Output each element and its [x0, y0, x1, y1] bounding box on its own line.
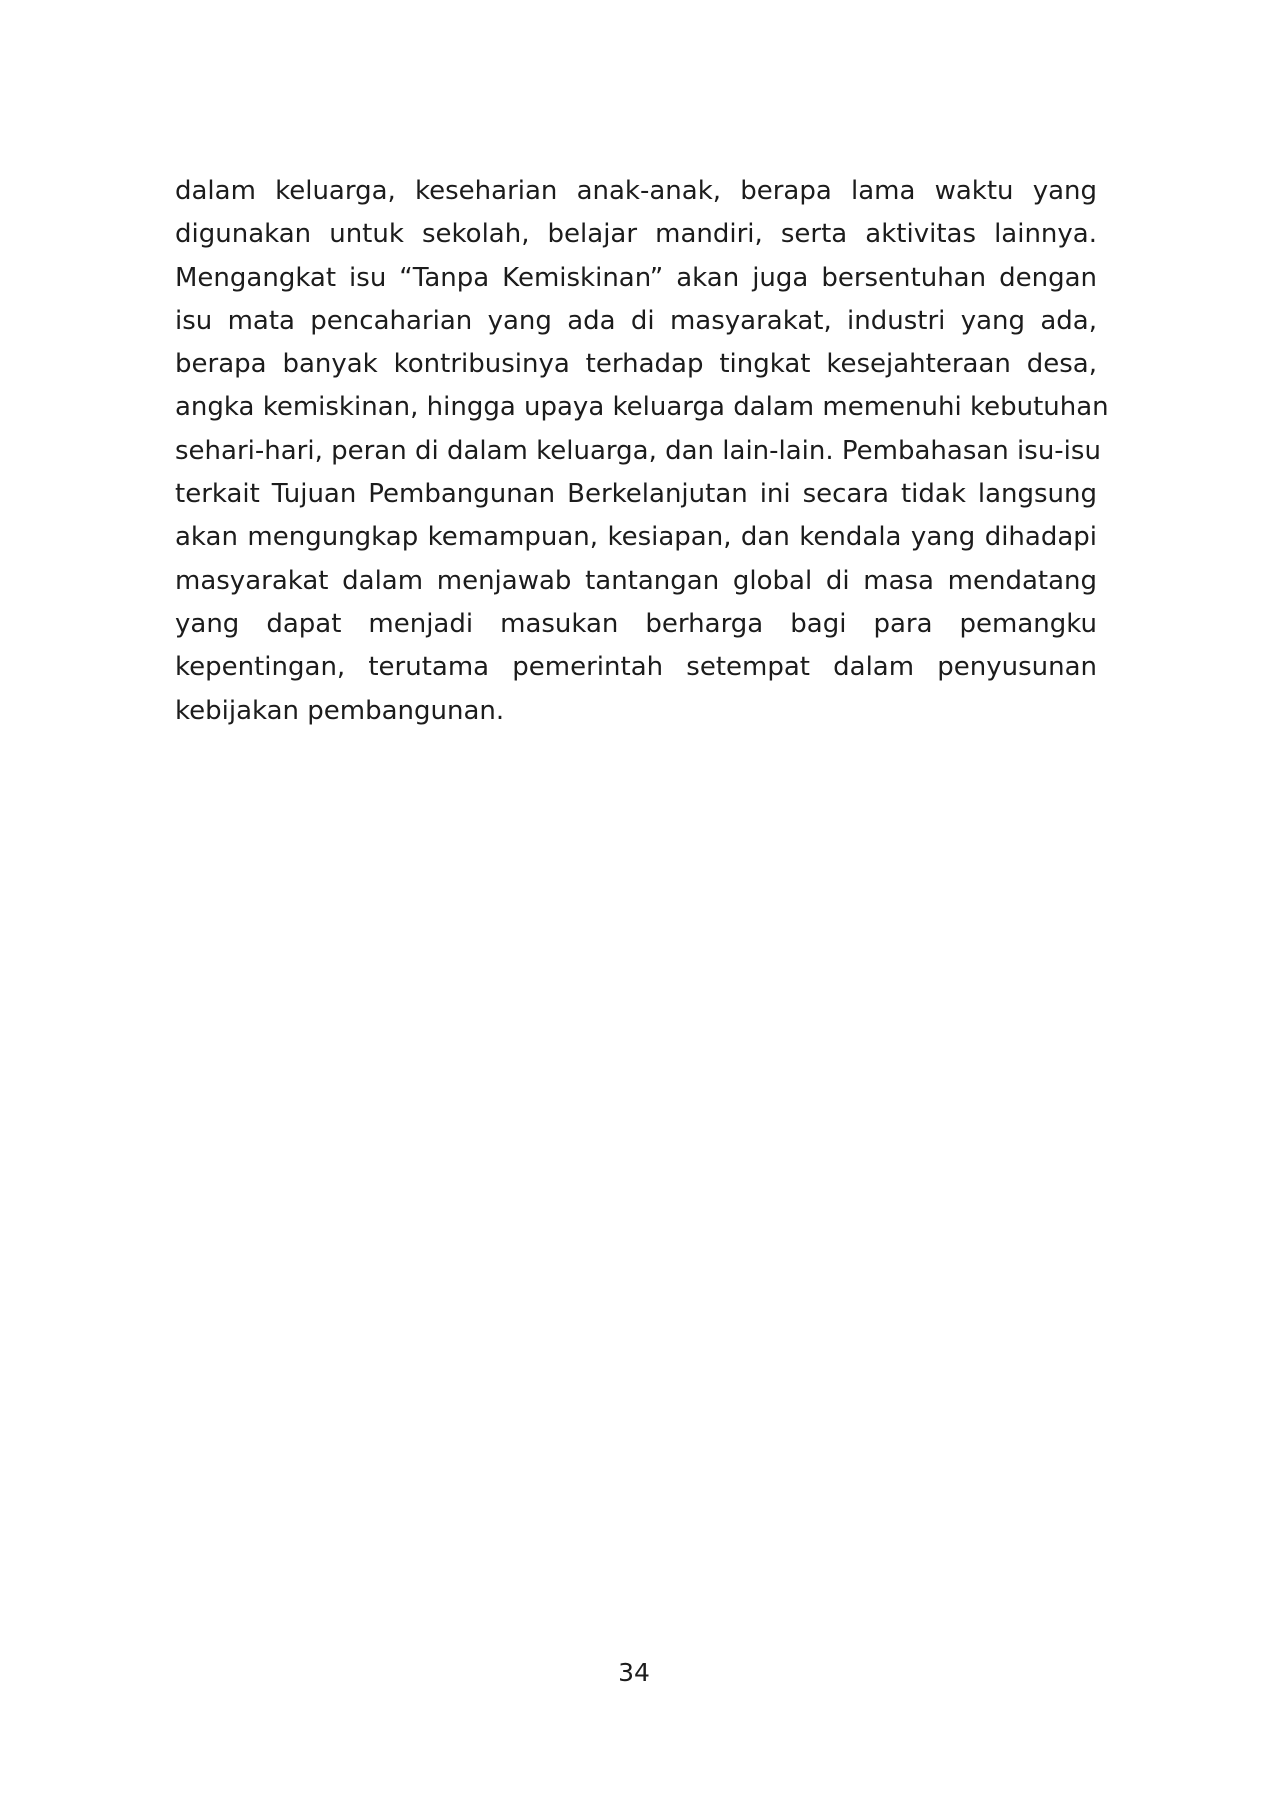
paragraph-line: terkait Tujuan Pembangunan Berkelanjutan ini secara tidak langsung — [175, 479, 1097, 510]
paragraph-line: digunakan untuk sekolah, belajar mandiri, serta aktivitas lainnya. — [175, 219, 1097, 250]
body-paragraph — [175, 170, 1109, 733]
page-number: 34 — [618, 1658, 650, 1687]
paragraph-line: angka kemiskinan, hingga upaya keluarga dalam memenuhi kebutuhan — [175, 392, 1109, 423]
paragraph-line: sehari-hari, peran di dalam keluarga, dan lain-lain. Pembahasan isu-isu — [175, 435, 1101, 466]
paragraph-line: kebijakan pembangunan. — [175, 695, 505, 726]
paragraph-line: kepentingan, terutama pemerintah setempat dalam penyusunan — [175, 652, 1097, 683]
paragraph-line: dalam keluarga, keseharian anak-anak, berapa lama waktu yang — [175, 176, 1097, 206]
paragraph-line: Mengangkat isu “Tanpa Kemiskinan” akan juga bersentuhan dengan — [175, 262, 1097, 293]
paragraph-line: masyarakat dalam menjawab tantangan global di masa mendatang — [175, 565, 1097, 596]
paragraph-line: yang dapat menjadi masukan berharga bagi para pemangku — [175, 608, 1097, 639]
paragraph-line: akan mengungkap kemampuan, kesiapan, dan kendala yang dihadapi — [175, 522, 1097, 553]
paragraph-line: berapa banyak kontribusinya terhadap tingkat kesejahteraan desa, — [175, 349, 1097, 380]
paragraph-line: isu mata pencaharian yang ada di masyarakat, industri yang ada, — [175, 305, 1097, 336]
